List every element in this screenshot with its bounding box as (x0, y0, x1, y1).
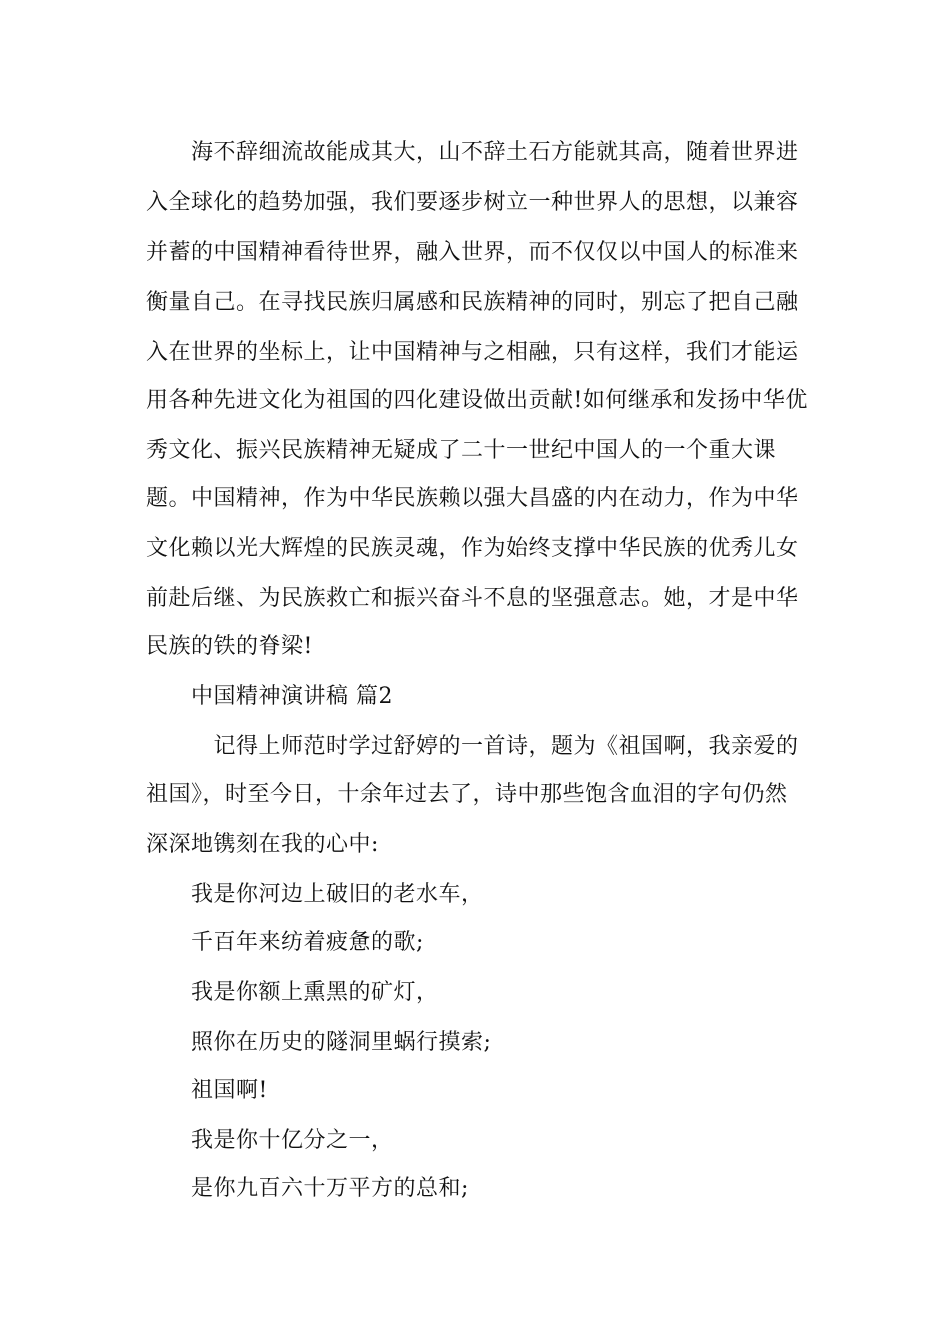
poem-line: 我是你河边上破旧的老水车， (146, 882, 484, 907)
paragraph-line: 深深地镌刻在我的心中: (146, 832, 379, 857)
paragraph-line: 秀文化、振兴民族精神无疑成了二十一世纪中国人的一个重大课 (146, 438, 777, 463)
paragraph-line: 祖国》，时至今日，十余年过去了，诗中那些饱含血泪的字句仍然 (146, 782, 788, 807)
section-heading: 中国精神演讲稿 篇2 (146, 684, 393, 709)
paragraph-line: 并蓄的中国精神看待世界，融入世界，而不仅仅以中国人的标准来 (146, 240, 799, 265)
poem-line: 我是你额上熏黑的矿灯， (146, 980, 439, 1005)
paragraph-line: 前赴后继、为民族救亡和振兴奋斗不息的坚强意志。她，才是中华 (146, 586, 799, 611)
paragraph-line: 入全球化的趋势加强，我们要逐步树立一种世界人的思想，以兼容 (146, 190, 799, 215)
paragraph-line: 海不辞细流故能成其大，山不辞土石方能就其高，随着世界进 (146, 140, 799, 165)
poem-line: 照你在历史的隧洞里蜗行摸索; (146, 1030, 492, 1055)
poem-line: 是你九百六十万平方的总和; (146, 1176, 469, 1201)
paragraph-line: 用各种先进文化为祖国的四化建设做出贡献!如何继承和发扬中华优 (146, 388, 808, 413)
paragraph-line: 题。中国精神，作为中华民族赖以强大昌盛的内在动力，作为中华 (146, 486, 799, 511)
poem-line: 我是你十亿分之一， (146, 1128, 394, 1153)
poem-line: 祖国啊! (146, 1078, 268, 1103)
paragraph-line: 衡量自己。在寻找民族归属感和民族精神的同时，别忘了把自己融 (146, 290, 799, 315)
paragraph-line: 民族的铁的脊梁! (146, 634, 313, 659)
paragraph-line: 文化赖以光大辉煌的民族灵魂，作为始终支撑中华民族的优秀儿女 (146, 536, 799, 561)
poem-line: 千百年来纺着疲惫的歌; (146, 930, 424, 955)
paragraph-line: 记得上师范时学过舒婷的一首诗，题为《祖国啊，我亲爱的 (146, 734, 799, 759)
paragraph-line: 入在世界的坐标上，让中国精神与之相融，只有这样，我们才能运 (146, 340, 799, 365)
